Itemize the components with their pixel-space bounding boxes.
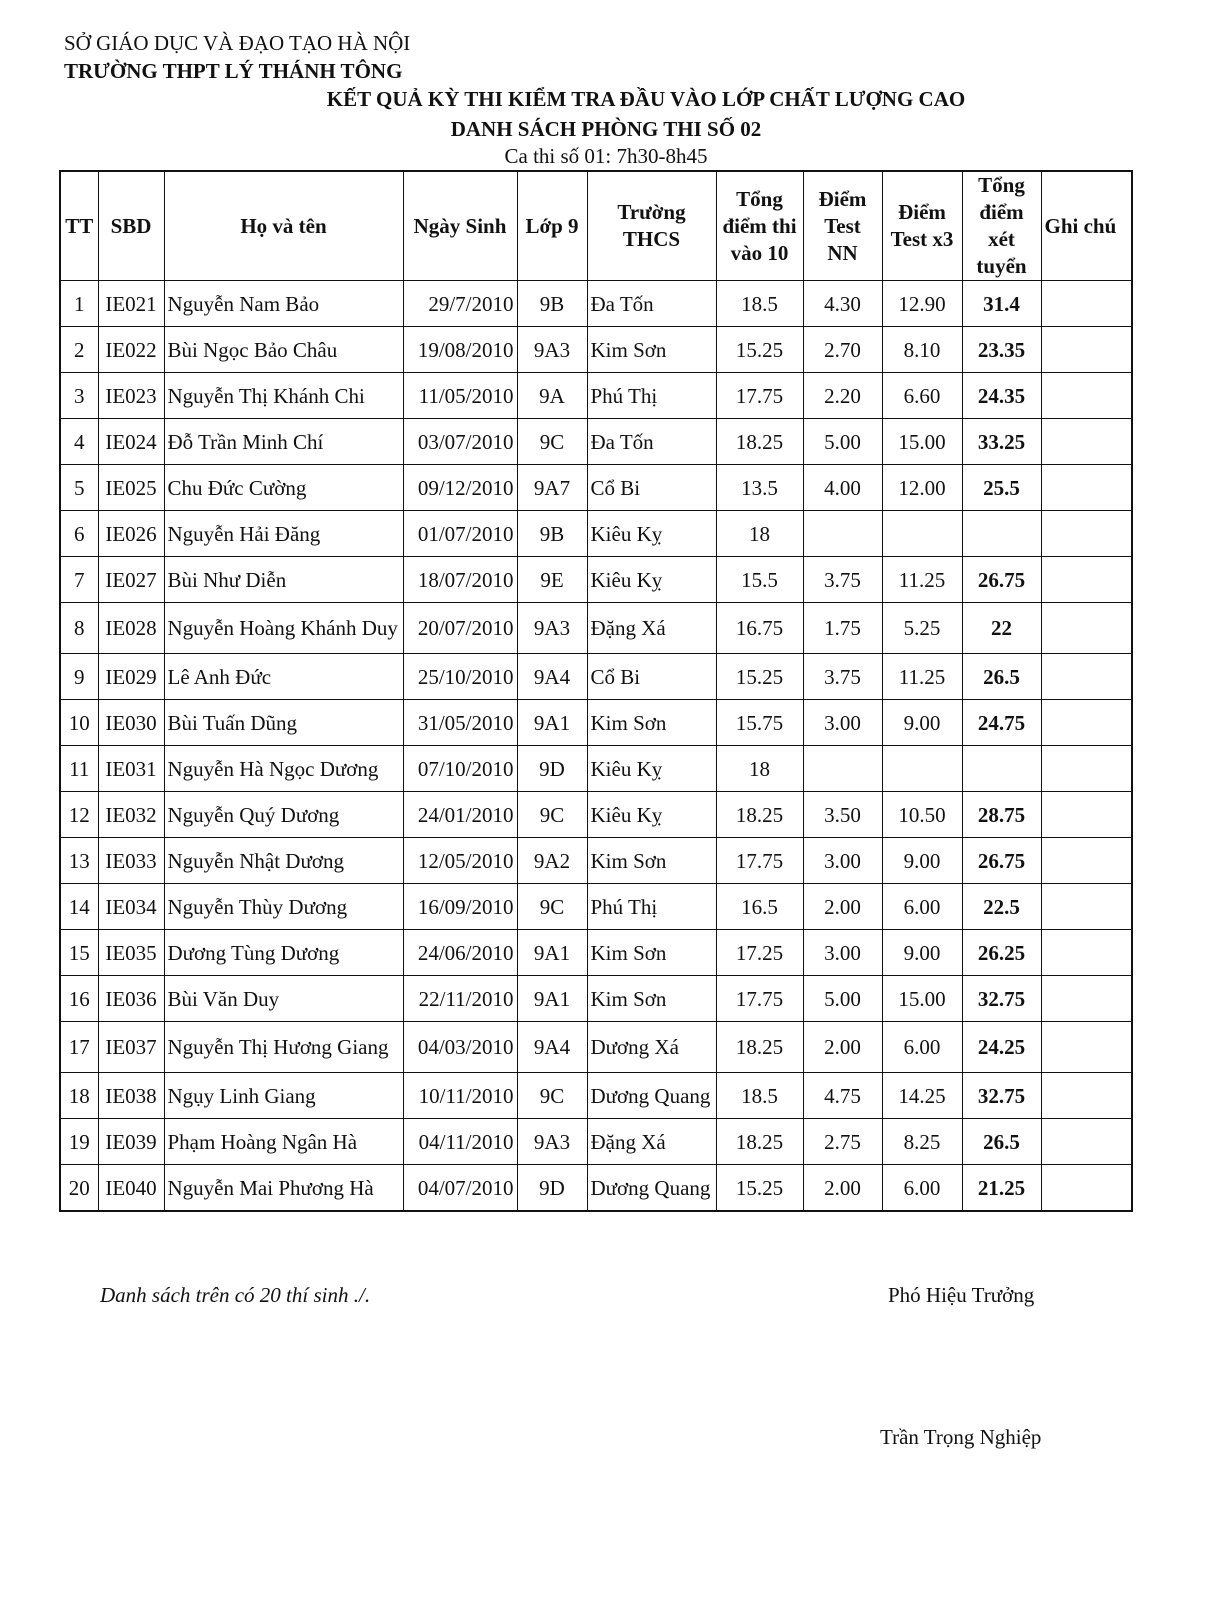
- cell-tt: 3: [60, 373, 98, 419]
- col-header-school: Trường THCS: [587, 171, 716, 281]
- cell-entry-score: 15.75: [716, 700, 803, 746]
- cell-school: Kiêu Kỵ: [587, 792, 716, 838]
- cell-test-score: 3.50: [803, 792, 882, 838]
- cell-entry-score: 17.75: [716, 976, 803, 1022]
- cell-school: Kiêu Kỵ: [587, 511, 716, 557]
- table-row: [60, 1022, 1132, 1073]
- cell-note: [1041, 557, 1132, 603]
- cell-name: Nguyễn Hải Đăng: [164, 511, 403, 557]
- col-header-entry-score: Tổng điểm thi vào 10: [716, 171, 803, 281]
- col-header-test-x3: Điểm Test x3: [882, 171, 962, 281]
- cell-entry-score: 17.25: [716, 930, 803, 976]
- cell-tt: 14: [60, 884, 98, 930]
- col-header-tt: TT: [60, 171, 98, 281]
- cell-tt: 11: [60, 746, 98, 792]
- cell-note: [1041, 465, 1132, 511]
- cell-school: Kim Sơn: [587, 327, 716, 373]
- table-row: [60, 373, 1132, 419]
- cell-class: 9A2: [517, 838, 587, 884]
- cell-school: Đa Tốn: [587, 281, 716, 327]
- cell-school: Kiêu Kỵ: [587, 557, 716, 603]
- cell-tt: 18: [60, 1073, 98, 1119]
- cell-name: Ngụy Linh Giang: [164, 1073, 403, 1119]
- cell-note: [1041, 1073, 1132, 1119]
- cell-entry-score: 18.25: [716, 1022, 803, 1073]
- cell-tt: 4: [60, 419, 98, 465]
- cell-class: 9C: [517, 792, 587, 838]
- cell-tt: 5: [60, 465, 98, 511]
- table-row: [60, 1119, 1132, 1165]
- cell-test-x3: 8.25: [882, 1119, 962, 1165]
- cell-tt: 6: [60, 511, 98, 557]
- results-table: [59, 170, 1133, 1212]
- cell-school: Phú Thị: [587, 884, 716, 930]
- cell-school: Cổ Bi: [587, 654, 716, 700]
- cell-total-score: 31.4: [962, 281, 1041, 327]
- cell-total-score: 32.75: [962, 976, 1041, 1022]
- cell-entry-score: 16.75: [716, 603, 803, 654]
- cell-note: [1041, 976, 1132, 1022]
- cell-entry-score: 15.25: [716, 1165, 803, 1212]
- cell-school: Phú Thị: [587, 373, 716, 419]
- cell-dob: 16/09/2010: [403, 884, 517, 930]
- cell-name: Đỗ Trần Minh Chí: [164, 419, 403, 465]
- cell-note: [1041, 511, 1132, 557]
- cell-note: [1041, 603, 1132, 654]
- cell-class: 9A7: [517, 465, 587, 511]
- cell-total-score: 22.5: [962, 884, 1041, 930]
- cell-class: 9D: [517, 1165, 587, 1212]
- cell-test-score: 1.75: [803, 603, 882, 654]
- cell-sbd: IE038: [98, 1073, 164, 1119]
- signer-role: Phó Hiệu Trưởng: [888, 1283, 1035, 1307]
- cell-test-x3: 15.00: [882, 419, 962, 465]
- col-header-total-score: Tổng điểm xét tuyển: [962, 171, 1041, 281]
- table-row: [60, 838, 1132, 884]
- cell-note: [1041, 930, 1132, 976]
- cell-total-score: 32.75: [962, 1073, 1041, 1119]
- cell-class: 9C: [517, 1073, 587, 1119]
- cell-dob: 29/7/2010: [403, 281, 517, 327]
- cell-sbd: IE021: [98, 281, 164, 327]
- cell-test-x3: 10.50: [882, 792, 962, 838]
- cell-total-score: 26.5: [962, 1119, 1041, 1165]
- cell-dob: 20/07/2010: [403, 603, 517, 654]
- cell-total-score: [962, 746, 1041, 792]
- cell-sbd: IE026: [98, 511, 164, 557]
- cell-dob: 25/10/2010: [403, 654, 517, 700]
- cell-dob: 01/07/2010: [403, 511, 517, 557]
- cell-entry-score: 17.75: [716, 373, 803, 419]
- cell-total-score: 26.25: [962, 930, 1041, 976]
- cell-note: [1041, 654, 1132, 700]
- cell-test-score: [803, 511, 882, 557]
- school-name: TRƯỜNG THPT LÝ THÁNH TÔNG: [64, 59, 403, 83]
- cell-total-score: 26.5: [962, 654, 1041, 700]
- cell-sbd: IE023: [98, 373, 164, 419]
- table-row: [60, 557, 1132, 603]
- table-row: [60, 976, 1132, 1022]
- cell-class: 9C: [517, 884, 587, 930]
- cell-test-x3: 11.25: [882, 557, 962, 603]
- exam-session: Ca thi số 01: 7h30-8h45: [504, 144, 708, 168]
- cell-sbd: IE029: [98, 654, 164, 700]
- cell-dob: 07/10/2010: [403, 746, 517, 792]
- header-row: [60, 171, 1132, 281]
- cell-test-score: 3.00: [803, 838, 882, 884]
- cell-test-score: 5.00: [803, 976, 882, 1022]
- cell-entry-score: 18: [716, 511, 803, 557]
- cell-total-score: 24.35: [962, 373, 1041, 419]
- cell-school: Kim Sơn: [587, 930, 716, 976]
- cell-test-x3: [882, 746, 962, 792]
- document-title: KẾT QUẢ KỲ THI KIỂM TRA ĐẦU VÀO LỚP CHẤT LƯỢNG CAO: [326, 87, 966, 111]
- cell-tt: 1: [60, 281, 98, 327]
- cell-class: 9A1: [517, 930, 587, 976]
- table-row: [60, 419, 1132, 465]
- cell-test-score: 2.20: [803, 373, 882, 419]
- cell-entry-score: 13.5: [716, 465, 803, 511]
- cell-test-score: 2.75: [803, 1119, 882, 1165]
- cell-note: [1041, 1119, 1132, 1165]
- table-row: [60, 884, 1132, 930]
- cell-name: Bùi Như Diễn: [164, 557, 403, 603]
- cell-dob: 22/11/2010: [403, 976, 517, 1022]
- cell-entry-score: 17.75: [716, 838, 803, 884]
- cell-dob: 11/05/2010: [403, 373, 517, 419]
- table-row: [60, 1165, 1132, 1212]
- cell-note: [1041, 1165, 1132, 1212]
- cell-test-score: 3.75: [803, 654, 882, 700]
- cell-sbd: IE027: [98, 557, 164, 603]
- cell-dob: 19/08/2010: [403, 327, 517, 373]
- table-row: [60, 465, 1132, 511]
- cell-name: Nguyễn Hoàng Khánh Duy: [164, 603, 403, 654]
- cell-entry-score: 16.5: [716, 884, 803, 930]
- cell-test-score: 4.75: [803, 1073, 882, 1119]
- cell-class: 9A3: [517, 603, 587, 654]
- cell-test-x3: 6.60: [882, 373, 962, 419]
- cell-school: Cổ Bi: [587, 465, 716, 511]
- col-header-note: Ghi chú: [1041, 171, 1132, 281]
- cell-school: Đa Tốn: [587, 419, 716, 465]
- cell-sbd: IE033: [98, 838, 164, 884]
- cell-class: 9B: [517, 281, 587, 327]
- cell-class: 9A1: [517, 976, 587, 1022]
- cell-total-score: 22: [962, 603, 1041, 654]
- cell-test-x3: 15.00: [882, 976, 962, 1022]
- cell-class: 9E: [517, 557, 587, 603]
- cell-name: Bùi Tuấn Dũng: [164, 700, 403, 746]
- cell-class: 9A3: [517, 1119, 587, 1165]
- cell-name: Nguyễn Thị Khánh Chi: [164, 373, 403, 419]
- candidate-count-note: Danh sách trên có 20 thí sinh ./.: [100, 1283, 371, 1307]
- cell-dob: 31/05/2010: [403, 700, 517, 746]
- cell-note: [1041, 419, 1132, 465]
- cell-total-score: 28.75: [962, 792, 1041, 838]
- table-row: [60, 281, 1132, 327]
- col-header-test-score: Điểm Test NN: [803, 171, 882, 281]
- cell-class: 9A4: [517, 654, 587, 700]
- cell-test-x3: 9.00: [882, 930, 962, 976]
- cell-school: Đặng Xá: [587, 603, 716, 654]
- cell-total-score: 26.75: [962, 838, 1041, 884]
- cell-tt: 17: [60, 1022, 98, 1073]
- cell-tt: 8: [60, 603, 98, 654]
- cell-test-x3: 6.00: [882, 1165, 962, 1212]
- table-row: [60, 1073, 1132, 1119]
- cell-test-score: 2.00: [803, 1165, 882, 1212]
- cell-tt: 2: [60, 327, 98, 373]
- cell-note: [1041, 746, 1132, 792]
- cell-school: Đặng Xá: [587, 1119, 716, 1165]
- cell-sbd: IE030: [98, 700, 164, 746]
- cell-total-score: 24.25: [962, 1022, 1041, 1073]
- cell-dob: 10/11/2010: [403, 1073, 517, 1119]
- cell-name: Chu Đức Cường: [164, 465, 403, 511]
- cell-test-x3: 6.00: [882, 1022, 962, 1073]
- cell-sbd: IE039: [98, 1119, 164, 1165]
- cell-total-score: [962, 511, 1041, 557]
- cell-sbd: IE032: [98, 792, 164, 838]
- cell-name: Nguyễn Nam Bảo: [164, 281, 403, 327]
- cell-sbd: IE031: [98, 746, 164, 792]
- cell-test-x3: 9.00: [882, 838, 962, 884]
- cell-name: Dương Tùng Dương: [164, 930, 403, 976]
- cell-note: [1041, 792, 1132, 838]
- cell-test-score: [803, 746, 882, 792]
- cell-note: [1041, 700, 1132, 746]
- cell-note: [1041, 373, 1132, 419]
- cell-note: [1041, 838, 1132, 884]
- cell-sbd: IE040: [98, 1165, 164, 1212]
- table-row: [60, 511, 1132, 557]
- cell-name: Nguyễn Thị Hương Giang: [164, 1022, 403, 1073]
- cell-test-x3: 8.10: [882, 327, 962, 373]
- cell-total-score: 21.25: [962, 1165, 1041, 1212]
- cell-test-score: 3.00: [803, 700, 882, 746]
- cell-sbd: IE037: [98, 1022, 164, 1073]
- cell-total-score: 24.75: [962, 700, 1041, 746]
- cell-class: 9A4: [517, 1022, 587, 1073]
- cell-test-x3: 5.25: [882, 603, 962, 654]
- exam-room-title: DANH SÁCH PHÒNG THI SỐ 02: [450, 117, 762, 141]
- cell-dob: 03/07/2010: [403, 419, 517, 465]
- cell-note: [1041, 884, 1132, 930]
- table-row: [60, 603, 1132, 654]
- cell-name: Bùi Ngọc Bảo Châu: [164, 327, 403, 373]
- cell-entry-score: 15.25: [716, 327, 803, 373]
- cell-dob: 24/06/2010: [403, 930, 517, 976]
- cell-tt: 12: [60, 792, 98, 838]
- cell-name: Nguyễn Mai Phương Hà: [164, 1165, 403, 1212]
- cell-name: Nguyễn Thùy Dương: [164, 884, 403, 930]
- cell-class: 9A3: [517, 327, 587, 373]
- signer-name: Trần Trọng Nghiệp: [880, 1425, 1042, 1449]
- cell-name: Nguyễn Nhật Dương: [164, 838, 403, 884]
- table-row: [60, 792, 1132, 838]
- col-header-name: Họ và tên: [164, 171, 403, 281]
- cell-entry-score: 18: [716, 746, 803, 792]
- cell-entry-score: 18.25: [716, 419, 803, 465]
- cell-sbd: IE024: [98, 419, 164, 465]
- cell-school: Kim Sơn: [587, 700, 716, 746]
- cell-name: Phạm Hoàng Ngân Hà: [164, 1119, 403, 1165]
- table-row: [60, 327, 1132, 373]
- cell-school: Dương Xá: [587, 1022, 716, 1073]
- cell-school: Kim Sơn: [587, 838, 716, 884]
- cell-name: Bùi Văn Duy: [164, 976, 403, 1022]
- cell-total-score: 26.75: [962, 557, 1041, 603]
- col-header-sbd: SBD: [98, 171, 164, 281]
- table-row: [60, 746, 1132, 792]
- cell-dob: 09/12/2010: [403, 465, 517, 511]
- cell-entry-score: 15.5: [716, 557, 803, 603]
- col-header-class: Lớp 9: [517, 171, 587, 281]
- cell-tt: 10: [60, 700, 98, 746]
- cell-test-x3: 11.25: [882, 654, 962, 700]
- cell-class: 9B: [517, 511, 587, 557]
- cell-test-score: 2.70: [803, 327, 882, 373]
- col-header-dob: Ngày Sinh: [403, 171, 517, 281]
- cell-tt: 9: [60, 654, 98, 700]
- cell-sbd: IE028: [98, 603, 164, 654]
- cell-sbd: IE035: [98, 930, 164, 976]
- cell-test-score: 3.75: [803, 557, 882, 603]
- cell-name: Nguyễn Hà Ngọc Dương: [164, 746, 403, 792]
- cell-school: Dương Quang: [587, 1165, 716, 1212]
- table-row: [60, 700, 1132, 746]
- cell-tt: 16: [60, 976, 98, 1022]
- cell-dob: 24/01/2010: [403, 792, 517, 838]
- cell-tt: 15: [60, 930, 98, 976]
- cell-entry-score: 15.25: [716, 654, 803, 700]
- cell-total-score: 33.25: [962, 419, 1041, 465]
- department-name: SỞ GIÁO DỤC VÀ ĐẠO TẠO HÀ NỘI: [64, 31, 411, 55]
- cell-name: Nguyễn Quý Dương: [164, 792, 403, 838]
- cell-sbd: IE036: [98, 976, 164, 1022]
- table-row: [60, 654, 1132, 700]
- cell-test-score: 4.30: [803, 281, 882, 327]
- cell-entry-score: 18.5: [716, 1073, 803, 1119]
- cell-test-x3: 9.00: [882, 700, 962, 746]
- cell-school: Kiêu Kỵ: [587, 746, 716, 792]
- cell-school: Kim Sơn: [587, 976, 716, 1022]
- cell-test-x3: 6.00: [882, 884, 962, 930]
- cell-total-score: 25.5: [962, 465, 1041, 511]
- cell-note: [1041, 281, 1132, 327]
- cell-dob: 18/07/2010: [403, 557, 517, 603]
- cell-entry-score: 18.5: [716, 281, 803, 327]
- cell-note: [1041, 327, 1132, 373]
- cell-name: Lê Anh Đức: [164, 654, 403, 700]
- cell-dob: 12/05/2010: [403, 838, 517, 884]
- cell-test-score: 4.00: [803, 465, 882, 511]
- cell-sbd: IE025: [98, 465, 164, 511]
- cell-dob: 04/11/2010: [403, 1119, 517, 1165]
- cell-class: 9A: [517, 373, 587, 419]
- cell-test-x3: [882, 511, 962, 557]
- cell-total-score: 23.35: [962, 327, 1041, 373]
- cell-class: 9C: [517, 419, 587, 465]
- cell-test-score: 2.00: [803, 884, 882, 930]
- cell-test-x3: 14.25: [882, 1073, 962, 1119]
- cell-dob: 04/07/2010: [403, 1165, 517, 1212]
- cell-tt: 20: [60, 1165, 98, 1212]
- cell-class: 9A1: [517, 700, 587, 746]
- cell-tt: 19: [60, 1119, 98, 1165]
- cell-tt: 13: [60, 838, 98, 884]
- cell-test-x3: 12.90: [882, 281, 962, 327]
- cell-tt: 7: [60, 557, 98, 603]
- cell-test-score: 2.00: [803, 1022, 882, 1073]
- cell-test-score: 5.00: [803, 419, 882, 465]
- cell-sbd: IE034: [98, 884, 164, 930]
- cell-entry-score: 18.25: [716, 792, 803, 838]
- cell-class: 9D: [517, 746, 587, 792]
- cell-test-score: 3.00: [803, 930, 882, 976]
- cell-entry-score: 18.25: [716, 1119, 803, 1165]
- cell-note: [1041, 1022, 1132, 1073]
- cell-school: Dương Quang: [587, 1073, 716, 1119]
- cell-sbd: IE022: [98, 327, 164, 373]
- table-row: [60, 930, 1132, 976]
- cell-test-x3: 12.00: [882, 465, 962, 511]
- cell-dob: 04/03/2010: [403, 1022, 517, 1073]
